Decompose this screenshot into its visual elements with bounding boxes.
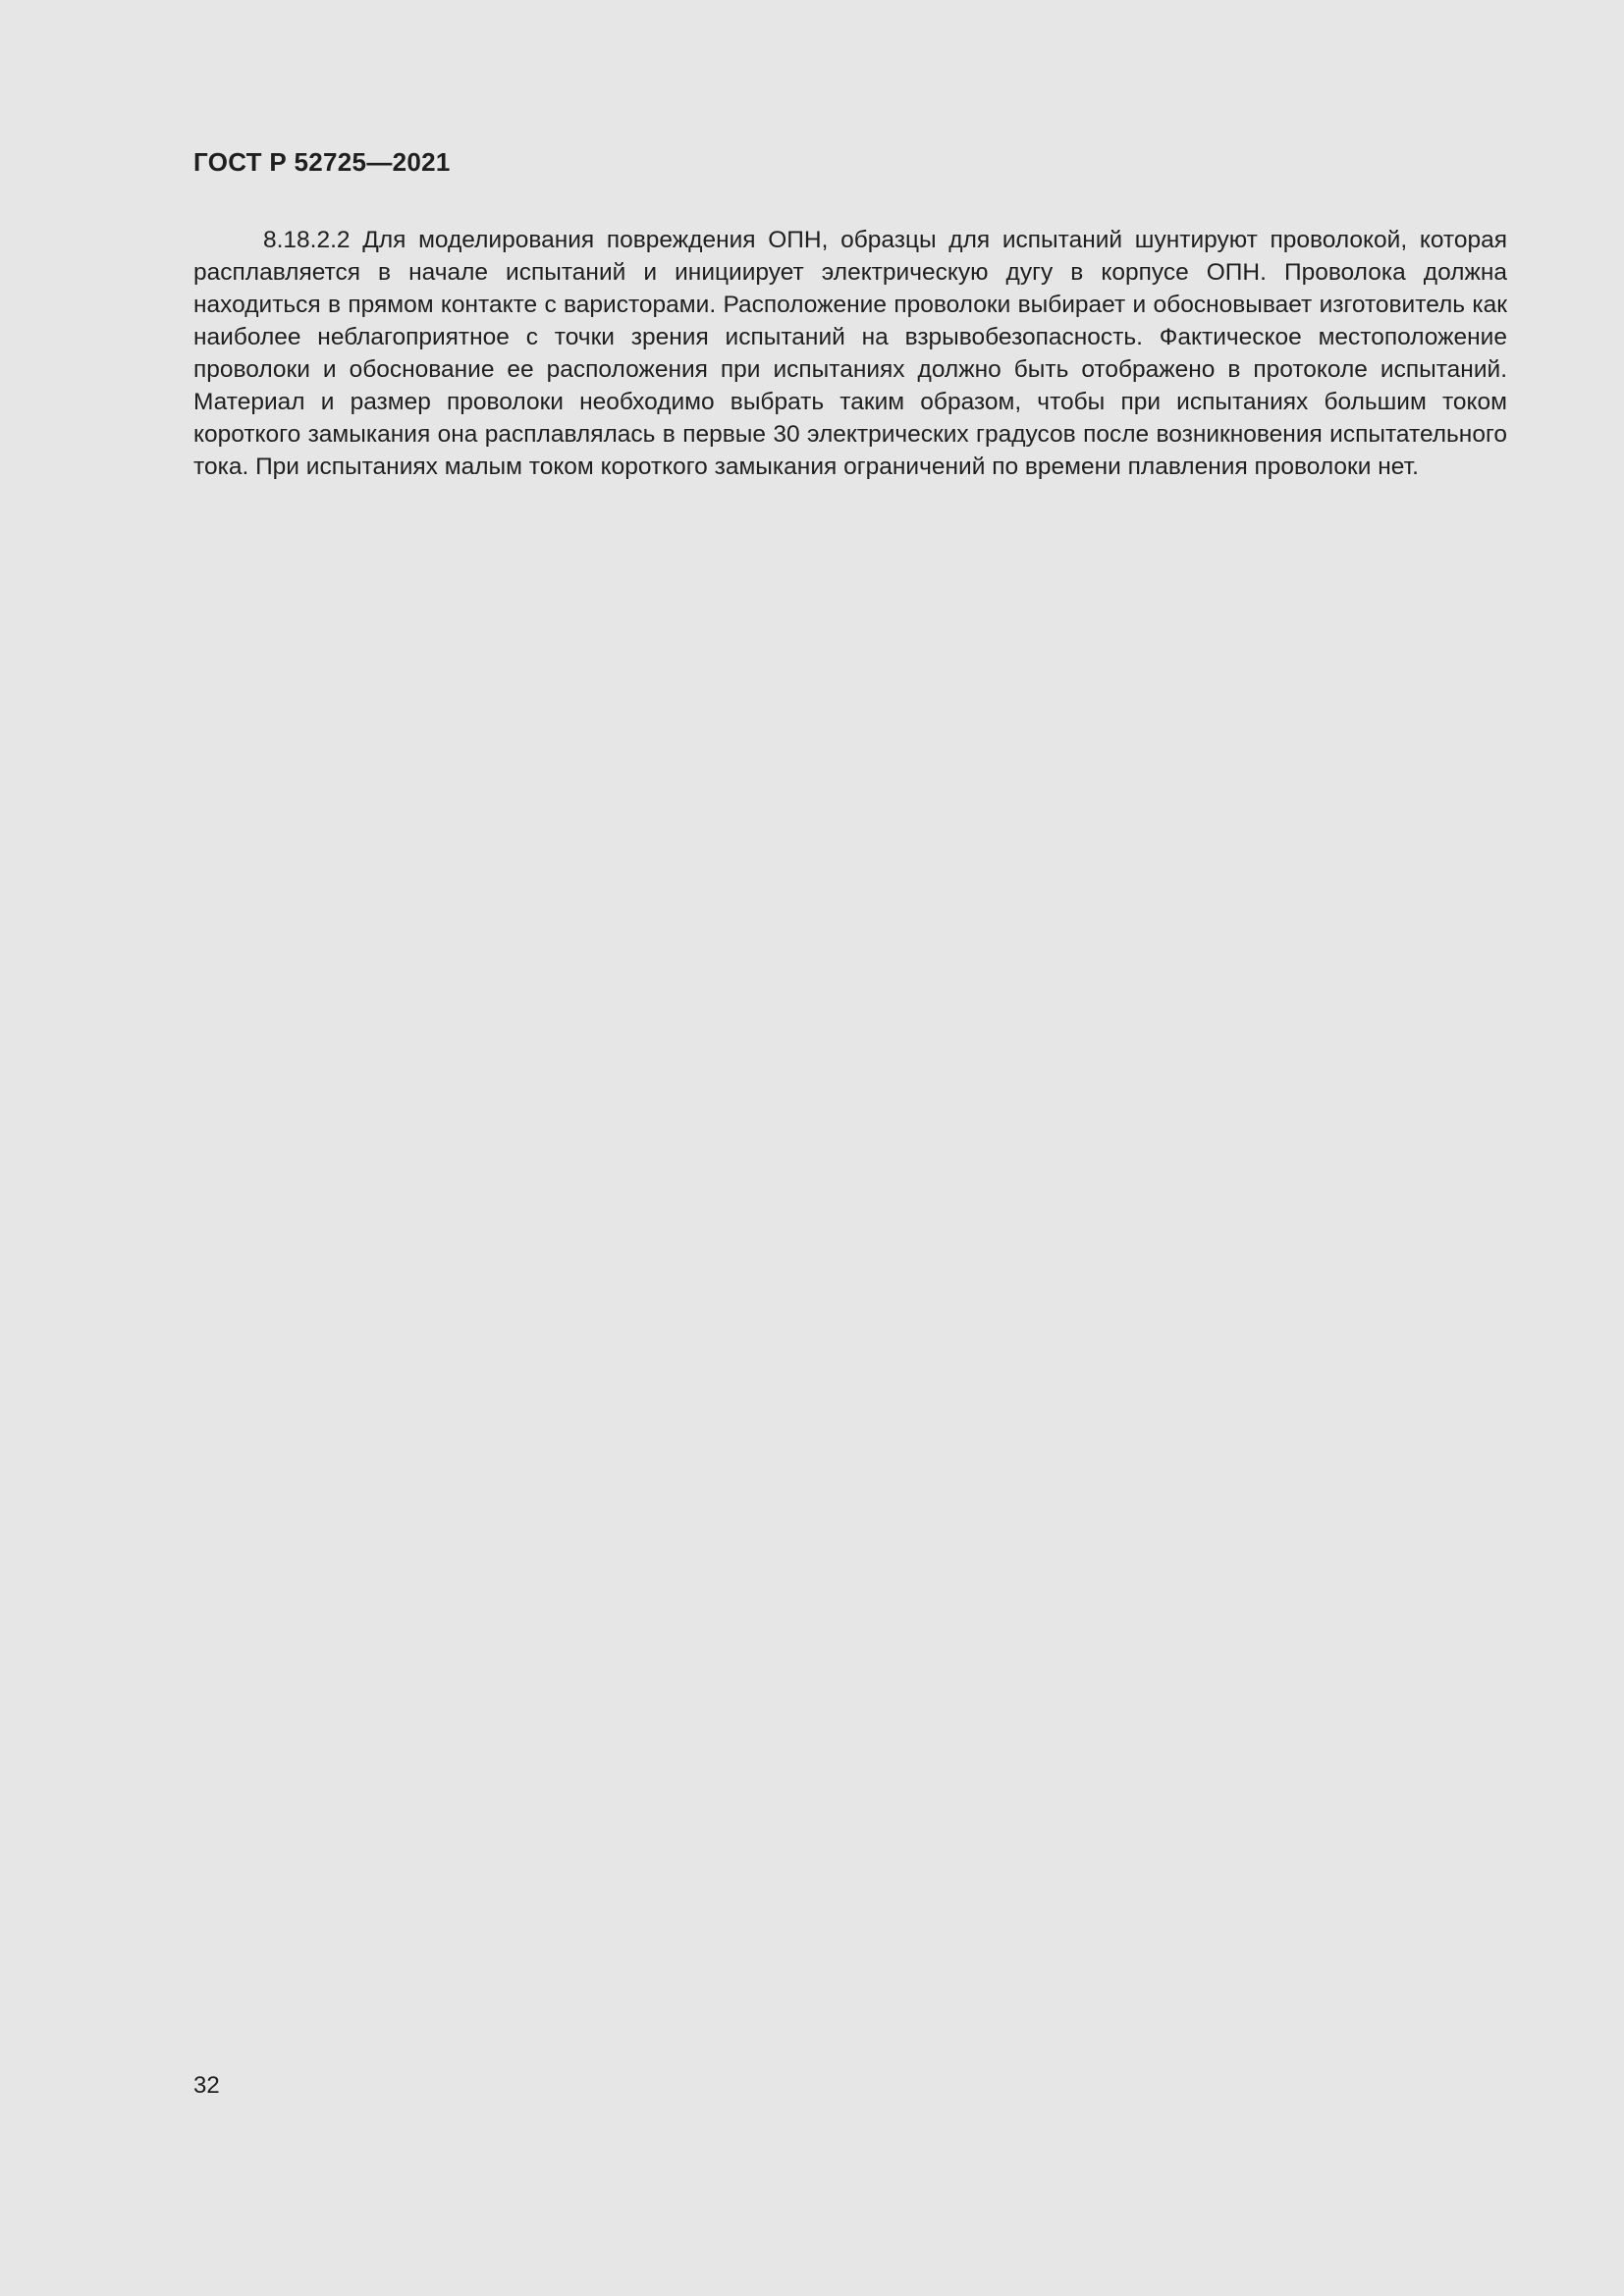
document-body xyxy=(193,224,1507,483)
page-number: 32 xyxy=(193,2072,220,2099)
paragraph-8-18-2-2: 8.18.2.2 Для моделирования повреждения ОПН, образцы для испытаний шунтируют проволокой, которая расплавляется в начале испытаний и инициирует электрическую дугу в корпусе ОПН. Проволока должна находиться в прямом контакте с варисторами. Расположение проволоки выбирает и обосновывает изготовитель как наиболее неблагоприятное с точки зрения испытаний на взрывобезопасность. Фактическое местоположение проволоки и обоснование ее расположения при испытаниях должно быть отображено в протоколе испытаний. Материал и размер проволоки необходимо выбрать таким образом, чтобы при испытаниях большим током короткого замыкания она расплавлялась в первые 30 электрических градусов после возникновения испытательного тока. При испытаниях малым током короткого замыкания ограничений по времени плавления проволоки нет. xyxy=(193,227,1507,480)
document-header: ГОСТ Р 52725—2021 xyxy=(193,147,451,177)
